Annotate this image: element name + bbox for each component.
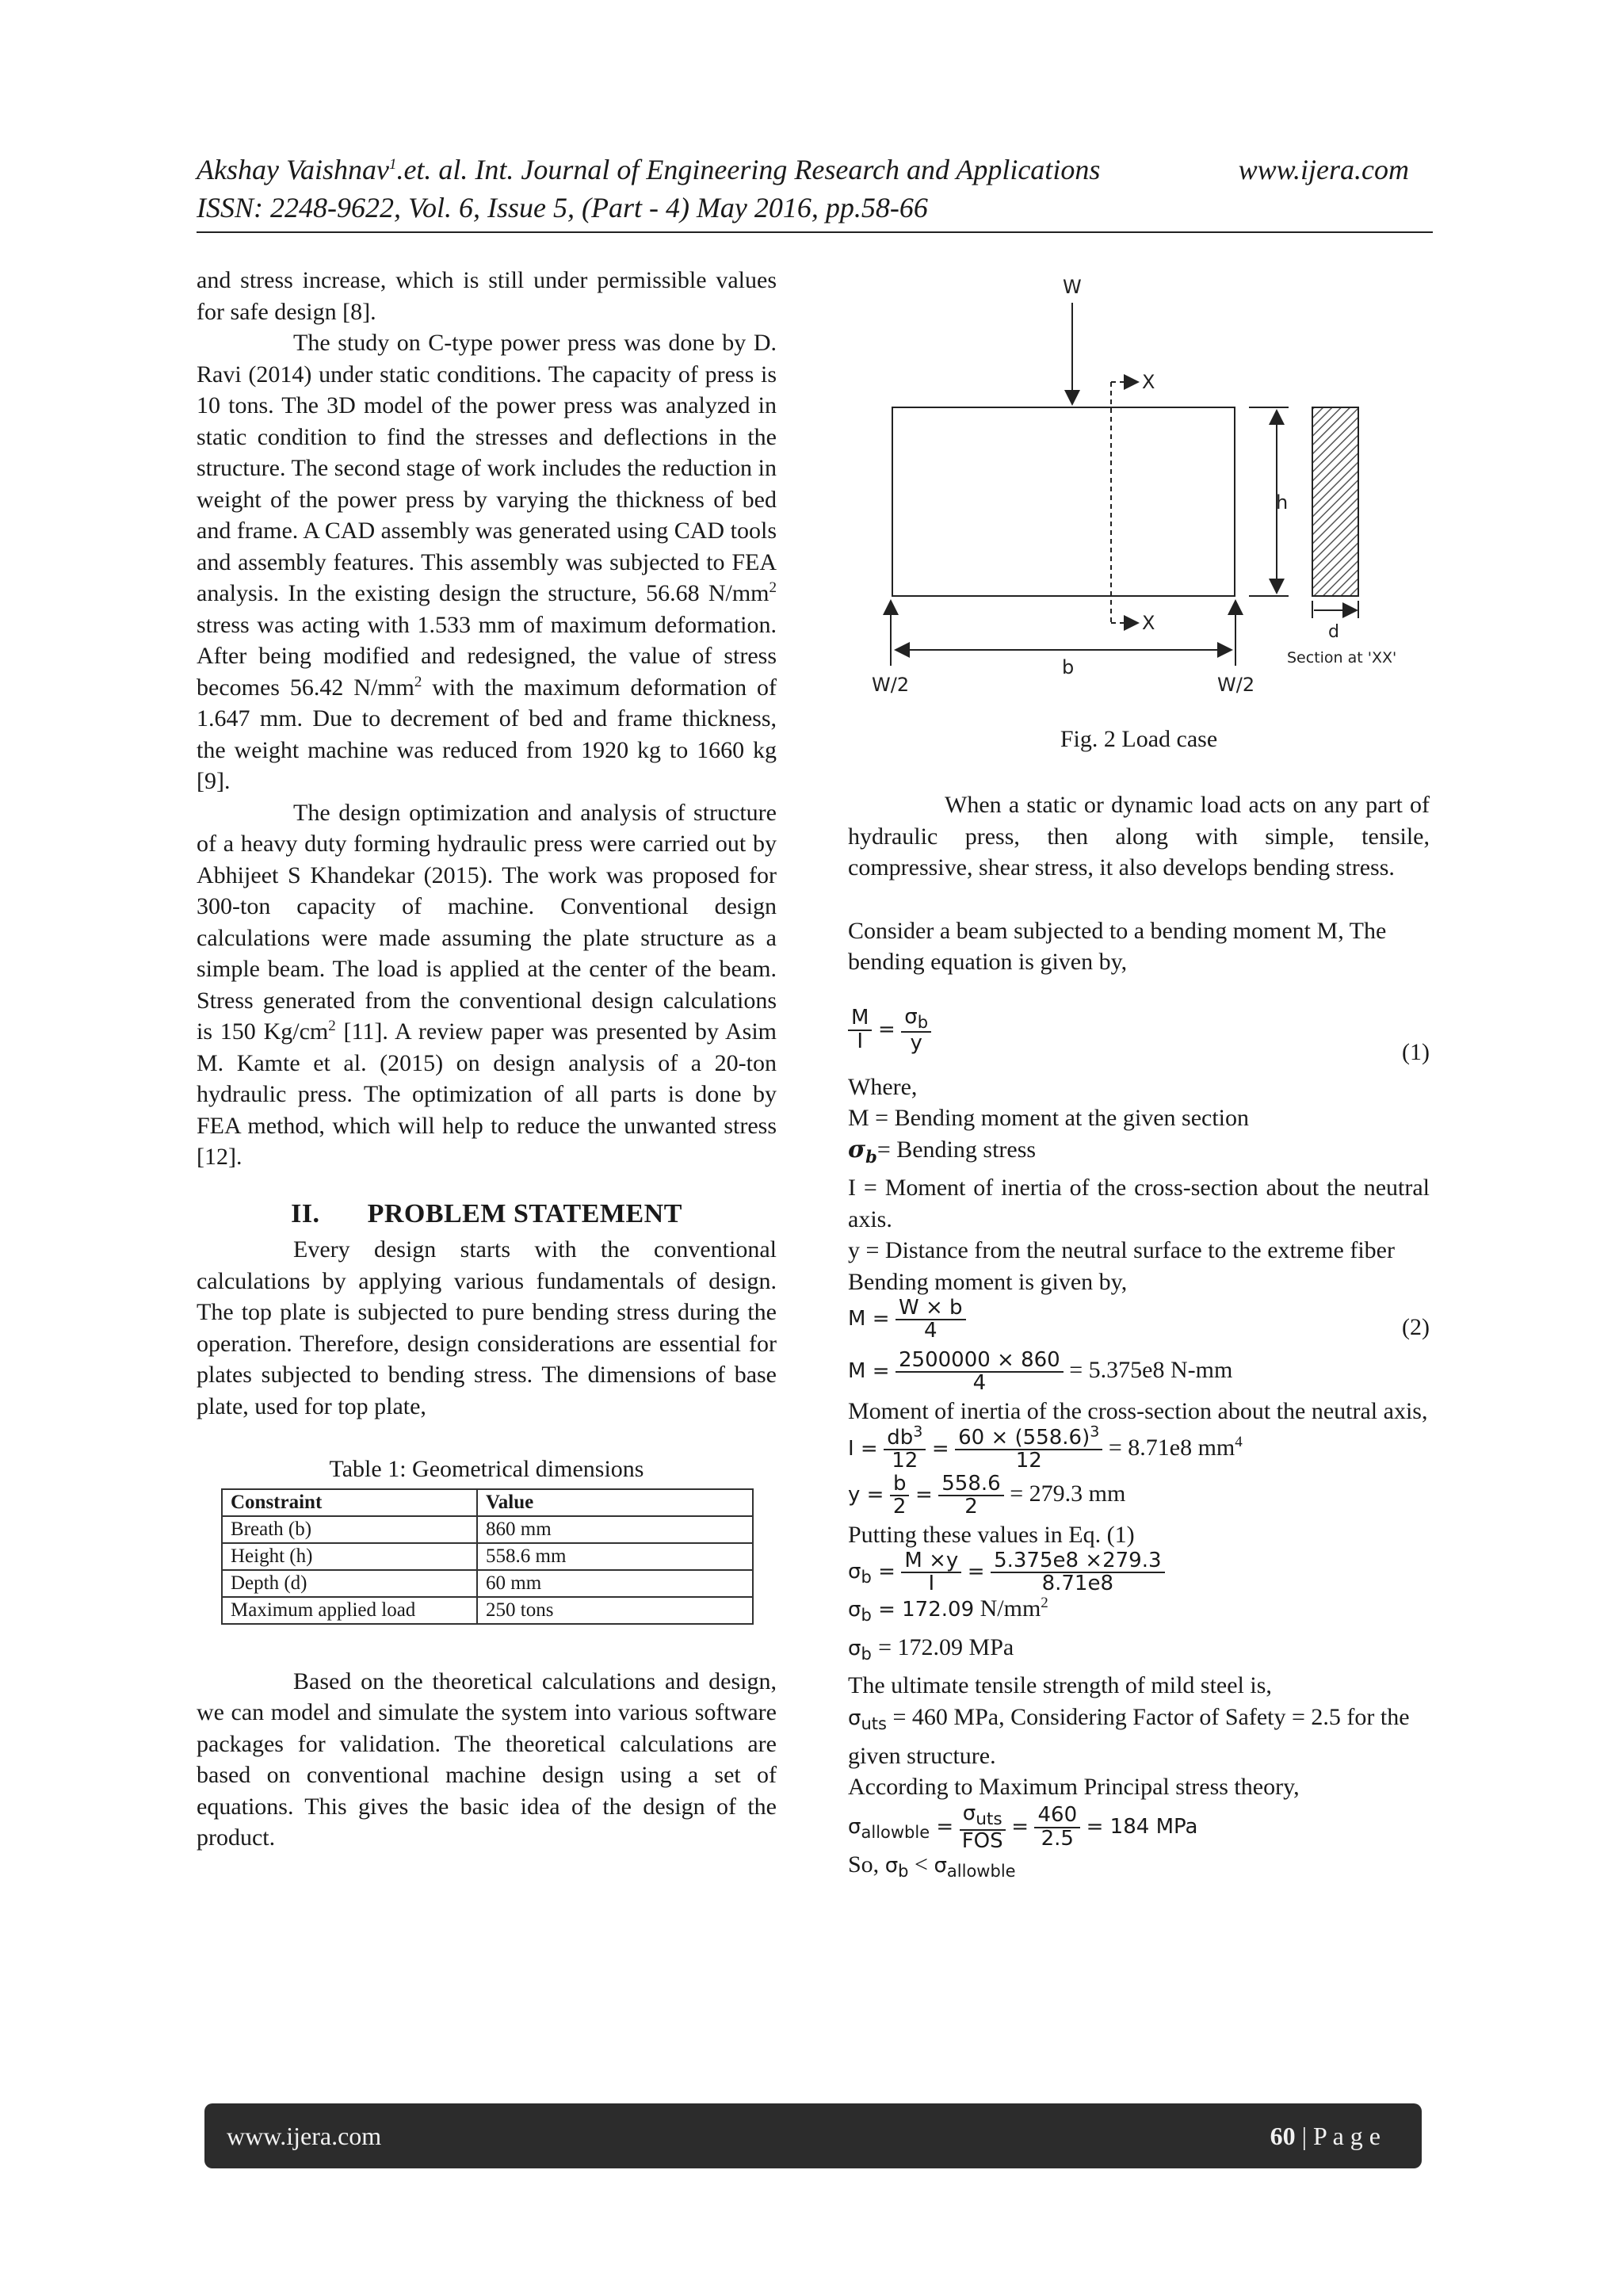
fraction: $\frac{W \times b}{4}$: [896, 1297, 966, 1343]
fraction: $\frac{b}{2}$: [890, 1473, 910, 1519]
definition-sigma-b: $\sigma_b=$ Bending stress: [848, 1135, 1037, 1167]
table-row: [222, 1597, 753, 1624]
table-row: [222, 1516, 753, 1543]
fraction: $\frac{\sigma_b}{y}$: [901, 1007, 931, 1055]
table-cell: 60 mm: [477, 1570, 753, 1597]
page-footer: [204, 2103, 1422, 2168]
table-caption: Table 1: Geometrical dimensions: [329, 1456, 644, 1482]
height-label: h: [1276, 491, 1289, 514]
table-cell: 250 tons: [477, 1597, 753, 1624]
header-citation: Akshay Vaishnav$^1$.et. al. Int. Journal of Engineering Research and Applications: [197, 154, 1101, 185]
equation-8: $\sigma_{allowble}$ = $\frac{\sigma_{uts}}{\text{FOS}}$ = $\frac{460}{2.5}$ = 184 MPa: [848, 1801, 1198, 1853]
equation-number: (2): [1402, 1314, 1430, 1340]
fraction: $\frac{db^3}{12}$: [884, 1427, 926, 1473]
header-rule: [197, 231, 1433, 233]
depth-label: d: [1328, 622, 1339, 642]
figure-caption: Fig. 2 Load case: [1060, 726, 1218, 752]
footer-website[interactable]: www.ijera.com: [227, 2121, 382, 2150]
running-header: [197, 151, 1409, 227]
header-website[interactable]: www.ijera.com: [1238, 154, 1409, 185]
definition-y: y = Distance from the neutral surface to the extreme fiber: [848, 1237, 1395, 1263]
section-label-bottom: X: [1142, 612, 1155, 634]
paragraph: The design optimization and analysis of structure of a heavy duty forming hydraulic press were carried out by Abhijeet S Khandekar (2015). The work was proposed for 300-ton capacity of machine. Conventional design calculations were made assuming the plate structure as a simple beam. The load is applied at the center of the beam. Stress generated from the conventional design calculations is 150 $Kg/cm^2$ [11]. A review paper was presented by Asim M. Kamte et al. (2015) on design analysis of a 20-ton hydraulic press. The optimization of all parts is done by FEA method, which will help to reduce the unwanted stress [12].: [197, 799, 777, 1170]
table-header-cell: Value: [477, 1489, 753, 1516]
definition-m: M = Bending moment at the given section: [848, 1105, 1250, 1131]
fraction: $\frac{M \times y}{I}$: [901, 1550, 961, 1595]
cross-section-hatched: [1312, 407, 1358, 596]
table-header-row: [222, 1489, 753, 1516]
equation-4: y = $\frac{b}{2}$ = $\frac{558.6}{2}$ = 279.3 mm: [848, 1471, 1126, 1519]
right-column: [848, 789, 1430, 1887]
equation-3: I = $\frac{db^3}{12}$ = $\frac{60 \times (558.6)^3}{12}$ = 8.71e8 $mm^4$: [848, 1422, 1243, 1473]
load-label: W: [1063, 276, 1082, 298]
section-heading: II. PROBLEM STATEMENT: [291, 1198, 682, 1228]
definition-i: I = Moment of inertia of the cross-section about the neutral axis.: [848, 1175, 1430, 1232]
theory-intro: According to Maximum Principal stress theory,: [848, 1774, 1300, 1801]
table-row: [222, 1570, 753, 1597]
equation-number: (1): [1402, 1038, 1430, 1065]
fraction: $\frac{558.6}{2}$: [938, 1473, 1003, 1519]
paragraph: The study on C-type power press was done by D. Ravi (2014) under static conditions. The capacity of press is 10 tons. The 3D model of the power press was analyzed in static condition to find the stresses and deflections in the structure. The second stage of work includes the reduction in weight of the power press by varying the thickness of bed and frame. A CAD assembly was generated using CAD tools and assembly features. This assembly was subjected to FEA analysis. In the existing design the structure, 56.68 $N/mm^2$ stress was acting with 1.533 mm of maximum deformation. After being modified and redesigned, the value of stress becomes 56.42 $N/mm^2$ with the maximum deformation of 1.647 mm. Due to decrement of bed and frame thickness, the weight machine was reduced from 1920 kg to 1660 kg [9].: [197, 330, 777, 794]
table-cell: Height (h): [222, 1543, 477, 1570]
section-label-top: X: [1142, 371, 1155, 393]
table-cell: 860 mm: [477, 1516, 753, 1543]
paragraph: Every design starts with the conventional calculations by applying various fundamentals of design. The top plate is subjected to pure bending stress during the operation. Therefore, design considerations are essential for plates subjected to bending stress. The dimensions of base plate, used for top plate,: [197, 1236, 777, 1419]
load-case-figure: [869, 269, 1415, 713]
sigma-result-1: $\sigma_b = 172.09$ $N/mm^2$: [848, 1595, 1048, 1626]
fraction: $\frac{\sigma_{uts}}{\text{FOS}}$: [960, 1803, 1006, 1852]
fraction: $\frac{60 \times (558.6)^3}{12}$: [955, 1427, 1102, 1473]
conclusion: So, $\sigma_b < \sigma_{allowble}$: [848, 1851, 1016, 1881]
load-case-diagram: [869, 269, 1415, 713]
table-cell: 558.6 mm: [477, 1543, 753, 1570]
equation-2-values: M = $\frac{2500000 \times 860}{4}$ = 5.375e8 N-mm: [848, 1348, 1233, 1396]
beam-outline: [892, 407, 1235, 596]
fraction: $\frac{5.375e8 \times 279.3}{8.71e8}$: [991, 1550, 1164, 1595]
dimensions-table: [221, 1488, 754, 1625]
moi-intro: Moment of inertia of the cross-section about the neutral axis,: [848, 1398, 1428, 1424]
paragraph: Based on the theoretical calculations and design, we can model and simulate the system into various software packages for validation. The theoretical calculations are based on conventional machine design using a set of equations. This gives the basic idea of the design of the product.: [197, 1668, 777, 1851]
fraction: $\frac{460}{2.5}$: [1034, 1805, 1080, 1850]
bending-intro: Bending moment is given by,: [848, 1268, 1128, 1295]
uts-intro: The ultimate tensile strength of mild steel is,: [848, 1672, 1272, 1699]
where-label: Where,: [848, 1073, 918, 1100]
section-caption: Section at 'XX': [1287, 649, 1397, 667]
fraction: $\frac{M}{I}$: [848, 1007, 872, 1052]
header-issn: ISSN: 2248-9622, Vol. 6, Issue 5, (Part - 4) May 2016, pp.58-66: [197, 192, 928, 223]
paragraph: and stress increase, which is still under permissible values for safe design [8].: [197, 267, 777, 325]
equation-5: $\sigma_b$ = $\frac{M \times y}{I}$ = $\frac{5.375e8 \times 279.3}{8.71e8}$: [848, 1550, 1430, 1593]
equation-2: M = $\frac{W \times b}{4}$ (2): [848, 1296, 1430, 1343]
paragraph: Consider a beam subjected to a bending moment M, The bending equation is given by,: [848, 917, 1387, 975]
table-cell: Breath (b): [222, 1516, 477, 1543]
table-cell: Maximum applied load: [222, 1597, 477, 1624]
sigma-result-2: $\sigma_b = 172.09$ MPa: [848, 1633, 1014, 1664]
support-label-left: W/2: [872, 674, 910, 696]
equation-1: $\frac{M}{I}$ = $\frac{\sigma_b}{y}$ (1): [848, 1007, 1430, 1072]
putting-values: Putting these values in Eq. (1): [848, 1521, 1135, 1548]
page-number: 60 | P a g e: [1270, 2121, 1381, 2150]
paragraph: When a static or dynamic load acts on any part of hydraulic press, then along with simple, tensile, compressive, shear stress, it also develops bending stress.: [848, 792, 1430, 881]
support-label-right: W/2: [1217, 674, 1255, 696]
width-label: b: [1062, 656, 1075, 678]
table-cell: Depth (d): [222, 1570, 477, 1597]
table-row: [222, 1543, 753, 1570]
table-header-cell: Constraint: [222, 1489, 477, 1516]
fraction: $\frac{2500000 \times 860}{4}$: [896, 1350, 1064, 1395]
left-column: [197, 265, 777, 1854]
uts-value: $\sigma_{uts} = 460$ MPa, Considering Factor of Safety = 2.5 for the given structure.: [848, 1703, 1410, 1769]
